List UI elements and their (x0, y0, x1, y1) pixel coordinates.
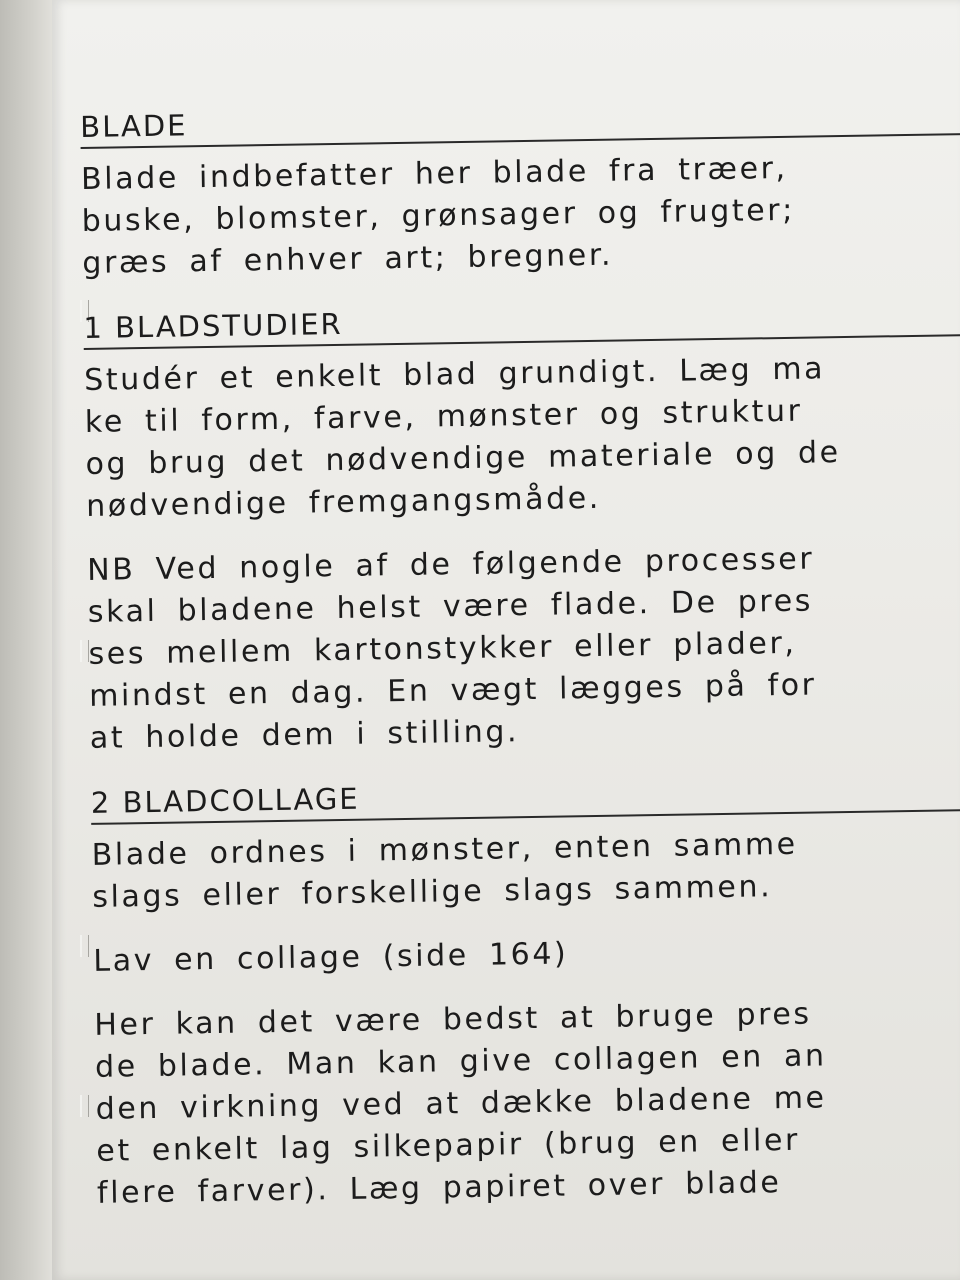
text-line: skal bladene helst være flade. De pres (87, 583, 814, 630)
text-line: og brug det nødvendige materiale og de (85, 435, 841, 482)
text-line: de blade. Man kan give collagen en an (94, 1038, 827, 1085)
page-text (80, 96, 960, 1215)
text-line: NB Ved nogle af de følgende processer (86, 541, 815, 588)
text-line: Lav en collage (side 164) (93, 936, 569, 979)
text-line: Studér et enkelt blad grundigt. Læg ma (83, 351, 826, 398)
text-line: græs af enhver art; bregner. (82, 237, 614, 281)
paragraph (94, 991, 960, 1215)
text-line: buske, blomster, grønsager og frugter; (81, 192, 796, 239)
text-line: den virkning ved at dække bladene me (95, 1080, 827, 1127)
text-line: nødvendige fremgangsmåde. (85, 480, 602, 524)
text-line: et enkelt lag silkepapir (brug en eller (96, 1122, 801, 1169)
paragraph (81, 145, 960, 285)
section-heading: BLADE (80, 96, 960, 149)
text-line: mindst en dag. En vægt lægges på for (88, 667, 817, 714)
previous-page-edge (0, 0, 56, 1280)
text-line: ke til form, farve, mønster og struktur (84, 393, 803, 440)
text-line: Her kan det være bedst at bruge pres (94, 996, 812, 1043)
note-paragraph (87, 536, 960, 760)
section-bladstudier (83, 297, 960, 760)
section-heading: 2 BLADCOLLAGE (91, 772, 960, 825)
text-line: Blade ordnes i mønster, enten samme (91, 826, 798, 873)
text-line: at holde dem i stilling. (89, 714, 520, 756)
text-line: flere farver). Læg papiret over blade (96, 1165, 782, 1211)
text-line: slags eller forskellige slags sammen. (92, 869, 773, 915)
binding-stitch (80, 1095, 89, 1117)
section-blade (80, 96, 960, 285)
paragraph (91, 821, 960, 919)
section-bladcollage (91, 772, 960, 1215)
text-line: Blade indbefatter her blade fra træer, (80, 150, 788, 197)
paragraph (84, 346, 960, 528)
binding-stitch (80, 935, 89, 957)
section-heading: 1 BLADSTUDIER (83, 297, 960, 350)
text-line: ses mellem kartonstykker eller plader, (88, 625, 797, 672)
